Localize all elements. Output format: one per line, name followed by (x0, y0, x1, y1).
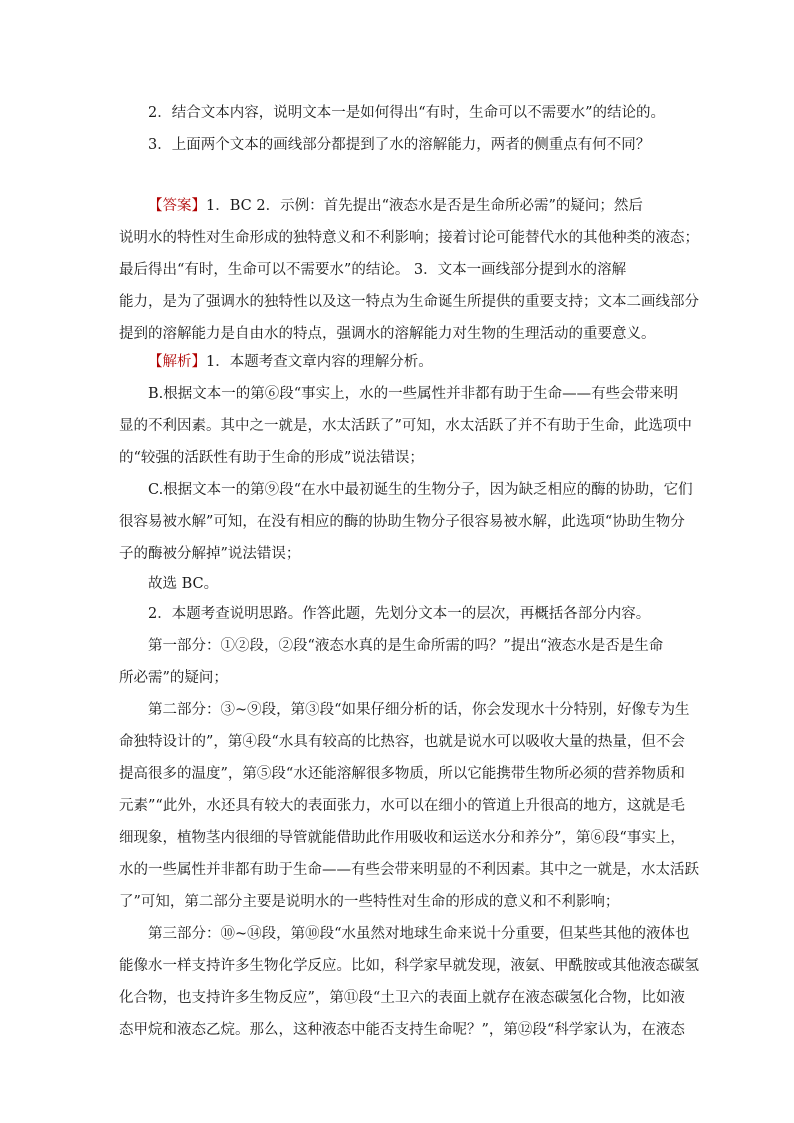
analysis-line-10: 第一部分：①②段，②段“液态水真的是生命所需的吗？”提出“液态水是否是生命 (148, 638, 664, 654)
analysis-line-12: 第二部分：③~⑨段，第③段“如果仔细分析的话，你会发现水十分特别，好像专为生 (148, 702, 690, 718)
analysis-line-22: 态甲烷和液态乙烷。那么，这种液态中能否支持生命呢？”，第⑫段“科学家认为，在液态 (119, 1022, 685, 1038)
question-3: 3．上面两个文本的画线部分都提到了水的溶解能力，两者的侧重点有何不同？ (148, 137, 651, 153)
answer-line-3: 最后得出“有时，生命可以不需要水”的结论。 3．文本一画线部分提到水的溶解 (119, 262, 627, 278)
analysis-line-15: 元素”“此外，水还具有较大的表面张力，水可以在细小的管道上升很高的地方，这就是毛 (119, 798, 685, 814)
analysis-line-18: 了”可知，第二部分主要是说明水的一些特性对生命的形成的意义和不利影响； (119, 894, 620, 910)
analysis-line-8: 故选 BC。 (148, 576, 219, 592)
analysis-line-20: 能像水一样支持许多生物化学反应。比如，科学家早就发现，液氨、甲酰胺或其他液态碳氢 (119, 958, 699, 974)
analysis-line-5: C.根据文本一的第⑨段“在水中最初诞生的生物分子，因为缺乏相应的酶的协助，它们 (148, 482, 693, 498)
analysis-line-9: 2．本题考查说明思路。作答此题，先划分文本一的层次，再概括各部分内容。 (148, 606, 651, 622)
analysis-tag: 【解析】 (148, 354, 206, 370)
answer-line-1: 【答案】1．BC 2．示例：首先提出“液态水是否是生命所必需”的疑问；然后 (148, 198, 643, 214)
analysis-line-21: 化合物，也支持许多生物反应”，第⑪段“土卫六的表面上就存在液态碳氢化合物，比如液 (119, 990, 685, 1006)
answer-tag: 【答案】 (148, 198, 206, 214)
answer-line-4: 能力，是为了强调水的独特性以及这一特点为生命诞生所提供的重要支持；文本二画线部分 (119, 294, 699, 310)
analysis-line-4: 的“较强的活跃性有助于生命的形成”说法错误； (119, 450, 424, 466)
analysis-line-7: 子的酶被分解掉”说法错误； (119, 546, 301, 562)
analysis-line-11: 所必需”的疑问； (119, 670, 228, 686)
question-2: 2．结合文本内容，说明文本一是如何得出“有时，生命可以不需要水”的结论的。 (148, 105, 666, 121)
analysis-line-6: 很容易被水解”可知，在没有相应的酶的协助生物分子很容易被水解，此选项“协助生物分 (119, 514, 685, 530)
analysis-line-3: 显的不利因素。其中之一就是，水太活跃了”可知，水太活跃了并不有助于生命，此选项中 (119, 418, 692, 434)
answer-line-2: 说明水的特性对生命形成的独特意义和不利影响；接着讨论可能替代水的其他种类的液态； (119, 230, 699, 246)
analysis-line-14: 提高很多的温度”，第⑤段“水还能溶解很多物质，所以它能携带生物所必须的营养物质和 (119, 766, 685, 782)
analysis-line-2: B.根据文本一的第⑥段“事实上，水的一些属性并非都有助于生命——有些会带来明 (148, 386, 679, 402)
analysis-line-17: 水的一些属性并非都有助于生命——有些会带来明显的不利因素。其中之一就是，水太活跃 (119, 862, 699, 878)
analysis-line-19: 第三部分：⑩~⑭段，第⑩段“水虽然对地球生命来说十分重要，但某些其他的液体也 (148, 926, 690, 942)
analysis-line-16: 细现象，植物茎内很细的导管就能借助此作用吸收和运送水分和养分”，第⑥段“事实上， (119, 830, 685, 846)
analysis-line-1: 【解析】1．本题考查文章内容的理解分析。 (148, 354, 433, 370)
analysis-line-13: 命独特设计的”，第④段“水具有较高的比热容，也就是说水可以吸收大量的热量，但不会 (119, 734, 685, 750)
answer-line-5: 提到的溶解能力是自由水的特点，强调水的溶解能力对生物的生理活动的重要意义。 (119, 326, 656, 342)
